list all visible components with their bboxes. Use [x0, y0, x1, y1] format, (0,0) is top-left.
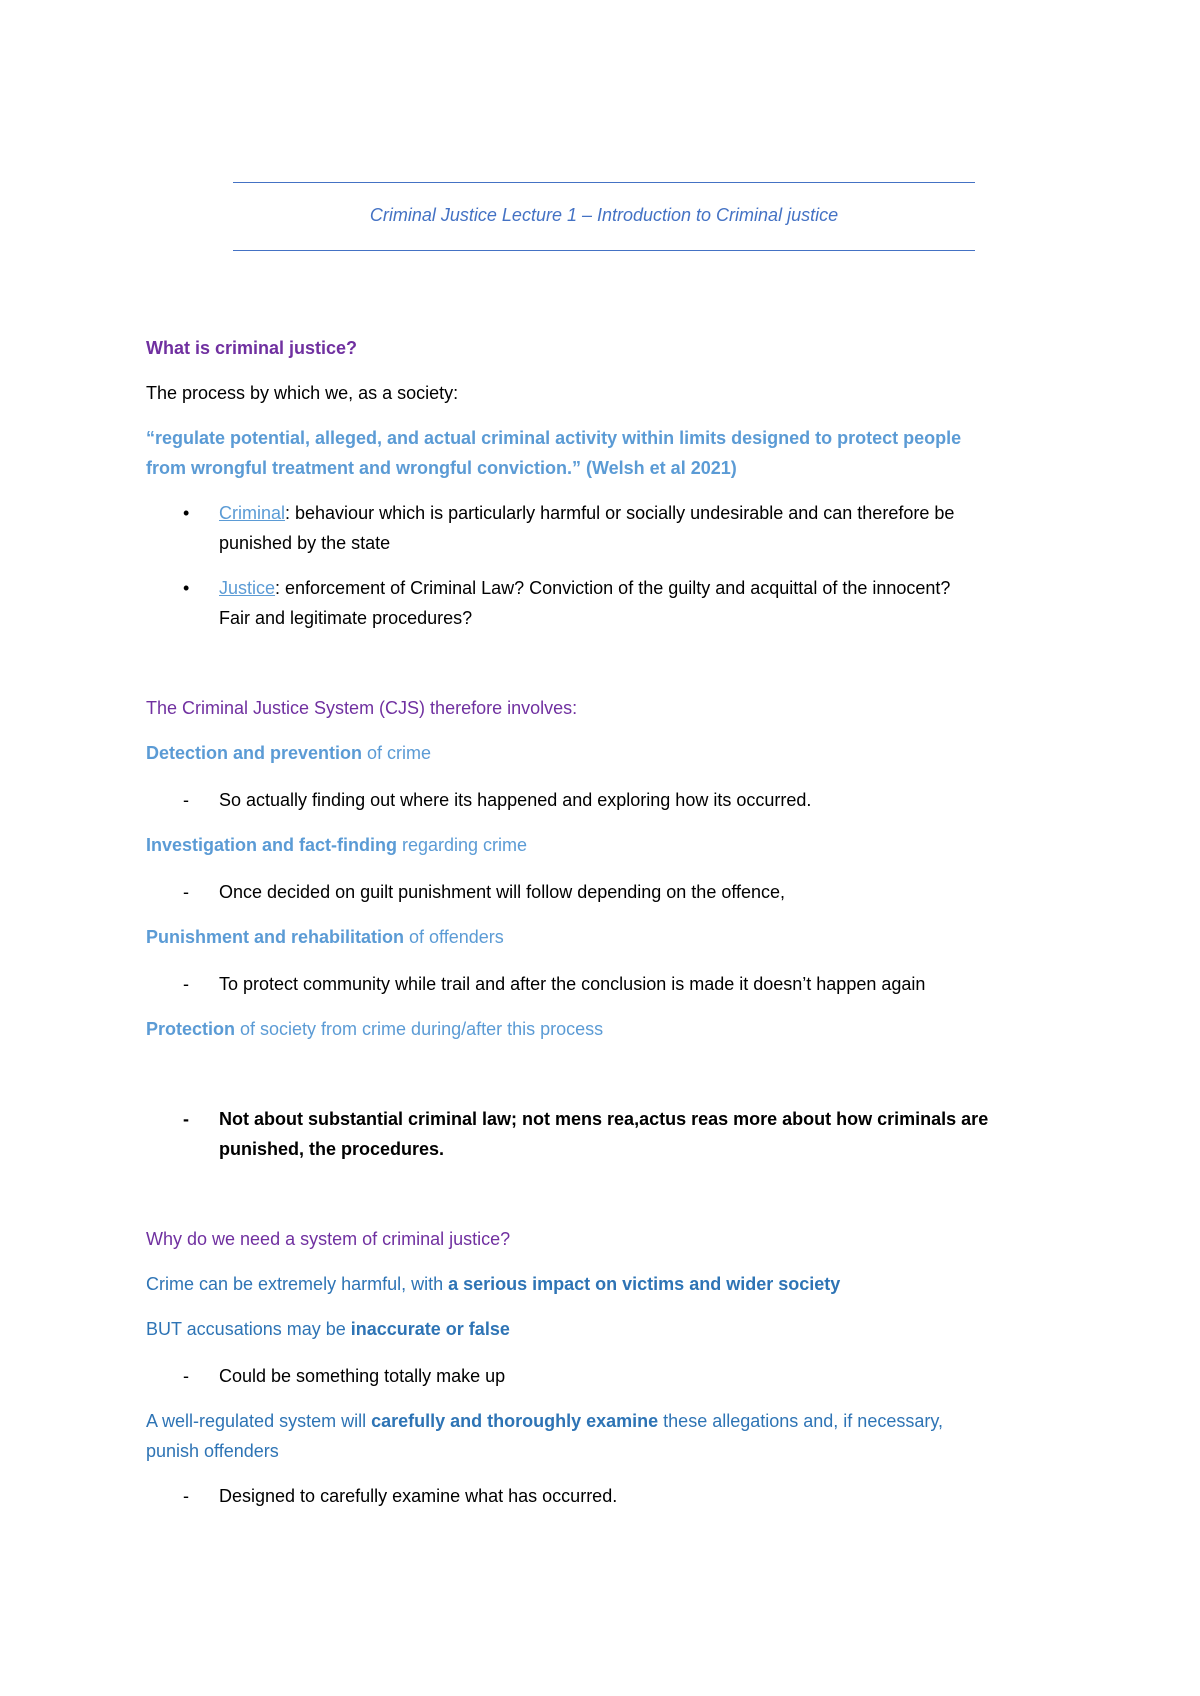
reason-emphasis: inaccurate or false — [350, 1319, 510, 1339]
reason-note — [146, 1361, 1066, 1391]
document-title: Criminal Justice Lecture 1 – Introduction to Criminal justice — [369, 205, 839, 225]
cjs-item-bold: Detection and prevention — [146, 743, 363, 763]
reason-emphasis: carefully and thoroughly examine — [371, 1411, 659, 1431]
reason-accusations — [146, 1314, 1066, 1344]
definition-text: punished by the state — [219, 533, 391, 553]
cjs-item-bold: Protection — [146, 1019, 236, 1039]
note-text: To protect community while trail and after the conclusion is made it doesn’t happen again — [219, 974, 926, 994]
reason-text: A well-regulated system will — [146, 1411, 372, 1431]
definition-text: Fair and legitimate procedures? — [219, 608, 473, 628]
cjs-item-rest: of society from crime during/after this process — [235, 1019, 604, 1039]
cjs-note — [146, 785, 1066, 815]
bullet-criminal — [146, 498, 1066, 558]
cjs-item-rest: of crime — [362, 743, 432, 763]
note-text: Designed to carefully examine what has occurred. — [219, 1486, 618, 1506]
dash-marker: - — [183, 790, 189, 810]
term-justice: Justice — [219, 578, 276, 598]
key-point-text: Not about substantial criminal law; not mens rea,actus reas more about how criminals are — [219, 1109, 989, 1129]
cjs-item-bold: Investigation and fact-finding — [146, 835, 397, 855]
title-bottom-rule — [233, 250, 975, 251]
term-criminal: Criminal — [219, 503, 286, 523]
reason-well-regulated — [146, 1406, 1066, 1466]
cjs-item-punishment — [146, 922, 1066, 952]
cjs-item-bold: Punishment and rehabilitation — [146, 927, 405, 947]
dash-marker: - — [183, 882, 189, 902]
reason-note — [146, 1481, 1066, 1511]
definition-text: : enforcement of Criminal Law? Conviction of the guilty and acquittal of the innocent? — [275, 578, 951, 598]
cjs-item-rest: regarding crime — [397, 835, 528, 855]
reason-emphasis: a serious impact on victims and wider society — [448, 1274, 841, 1294]
note-text: Once decided on guilt punishment will follow depending on the offence, — [219, 882, 786, 902]
bullet-marker: • — [183, 503, 190, 523]
cjs-item-investigation — [146, 830, 1066, 860]
document-body — [146, 333, 1066, 1511]
reason-text: punish offenders — [146, 1441, 279, 1461]
cjs-item-rest: of offenders — [404, 927, 504, 947]
cjs-note — [146, 877, 1066, 907]
reason-text: these allegations and, if necessary, — [658, 1411, 944, 1431]
reason-harmful — [146, 1269, 1066, 1299]
key-point — [146, 1104, 1066, 1164]
key-point-text: punished, the procedures. — [219, 1139, 445, 1159]
cjs-item-detection — [146, 738, 1066, 768]
reason-text: Crime can be extremely harmful, with — [146, 1274, 449, 1294]
note-text: Could be something totally make up — [219, 1366, 506, 1386]
dash-marker: - — [183, 974, 189, 994]
bullet-justice — [146, 573, 1066, 633]
section-heading-what-is-cj: What is criminal justice? — [146, 338, 358, 358]
title-top-rule — [233, 182, 975, 183]
reason-text: BUT accusations may be — [146, 1319, 351, 1339]
quote-line: from wrongful treatment and wrongful conviction.” (Welsh et al 2021) — [146, 458, 737, 478]
bullet-marker: • — [183, 578, 190, 598]
definition-text: : behaviour which is particularly harmful or socially undesirable and can therefore be — [285, 503, 955, 523]
dash-marker: - — [183, 1366, 189, 1386]
section-heading-cjs-involves: The Criminal Justice System (CJS) therefore involves: — [146, 698, 578, 718]
dash-marker: - — [183, 1109, 189, 1129]
definition-quote — [146, 423, 1066, 483]
note-text: So actually finding out where its happened and exploring how its occurred. — [219, 790, 812, 810]
cjs-item-protection — [146, 1014, 1066, 1044]
quote-line: “regulate potential, alleged, and actual criminal activity within limits designed to protect people — [146, 428, 962, 448]
cjs-note — [146, 969, 1066, 999]
dash-marker: - — [183, 1486, 189, 1506]
intro-text: The process by which we, as a society: — [146, 383, 459, 403]
section-heading-why-need: Why do we need a system of criminal justice? — [146, 1229, 511, 1249]
